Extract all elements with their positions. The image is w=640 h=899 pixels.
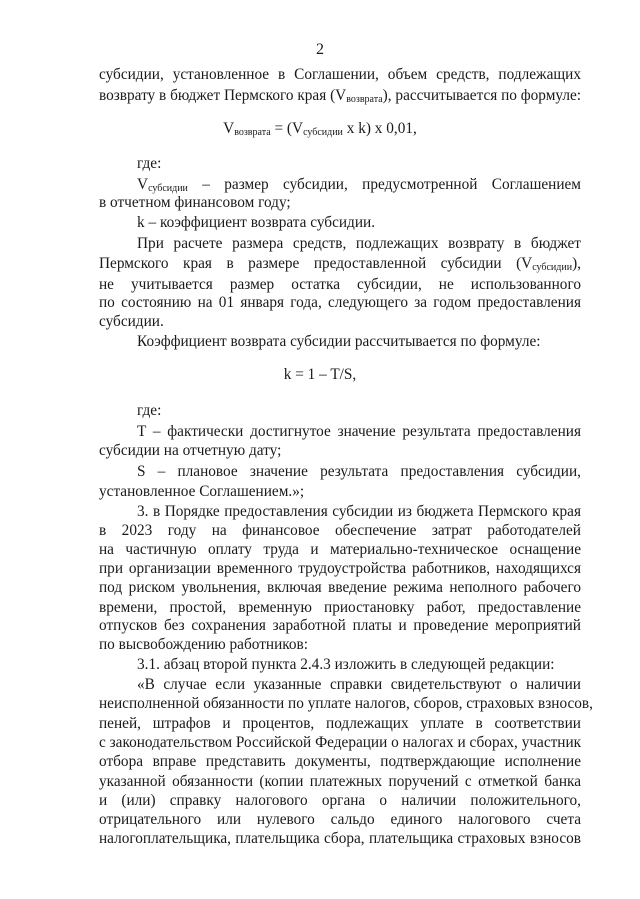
text-run: V xyxy=(223,120,235,137)
text-run: – размер субсидии, предусмотренной Соглашением xyxy=(187,176,581,193)
subscript: субсидии xyxy=(532,262,573,273)
text-line: указанной обязанности (копии платежных поручений с отметкой банка xyxy=(99,773,581,790)
formula-volume-return xyxy=(0,120,640,138)
text-line: под риском увольнения, включая введение режима неполного рабочего xyxy=(99,579,581,596)
definition-line: k – коэффициент возврата субсидии. xyxy=(137,214,376,231)
text-line: «В случае если указанные справки свидетельствуют о наличии xyxy=(137,676,581,693)
text-line: и (или) справку налогового органа о наличии положительного, xyxy=(99,792,581,809)
text-line: времени, простой, временную приостановку работ, предоставление xyxy=(99,599,581,616)
subscript: субсидии xyxy=(303,127,343,138)
text-line xyxy=(99,255,581,273)
text-line: субсидии. xyxy=(99,313,164,330)
page-number: 2 xyxy=(316,41,324,58)
subscript: возврата xyxy=(234,127,271,138)
text-line: по состоянию на 01 января года, следующего за годом предоставления xyxy=(99,294,581,311)
where-label: где: xyxy=(137,155,162,172)
text-run: ), рассчитывается по формуле: xyxy=(382,87,582,104)
text-run: возврату в бюджет Пермского края (V xyxy=(99,87,347,104)
text-line: налогоплательщика, плательщика сбора, плательщика страховых взносов xyxy=(99,830,581,847)
text-line: в 2023 году на финансовое обеспечение затрат работодателей xyxy=(99,522,581,539)
text-line: При расчете размера средств, подлежащих возврату в бюджет xyxy=(137,235,581,252)
text-line: отрицательного или нулевого сальдо единого налогового счета xyxy=(99,811,581,828)
text-run: = (V xyxy=(270,120,304,137)
text-line: субсидии, установленное в Соглашении, объем средств, подлежащих xyxy=(99,66,581,83)
text-line: с законодательством Российской Федерации о налогах и сборах, участник xyxy=(99,734,582,751)
text-run: x k) x 0,01, xyxy=(342,120,417,137)
definition-line: S – плановое значение результата предоставления субсидии, xyxy=(137,463,581,480)
definition-line xyxy=(137,176,581,194)
text-line: 3. в Порядке предоставления субсидии из бюджета Пермского края xyxy=(137,503,581,520)
subscript: возврата xyxy=(346,94,383,105)
text-run: V xyxy=(137,176,149,193)
text-run: ), xyxy=(572,255,581,272)
subscript: субсидии xyxy=(148,183,188,194)
formula-coefficient: k = 1 – T/S, xyxy=(283,366,357,383)
text-line: при организации временного трудоустройства работников, находящихся xyxy=(99,560,581,577)
text-line: 3.1. абзац второй пункта 2.4.3 изложить в следующей редакции: xyxy=(137,656,555,673)
text-run: Пермского края в размере предоставленной субсидии (V xyxy=(99,255,533,272)
text-line: не учитывается размер остатка субсидии, не использованного xyxy=(99,276,581,293)
text-line: отпусков без сохранения заработной платы и проведение мероприятий xyxy=(99,617,581,634)
definition-line: T – фактически достигнутое значение результата предоставления xyxy=(137,423,581,440)
text-line: пеней, штрафов и процентов, подлежащих уплате в соответствии xyxy=(99,715,581,732)
text-line: по высвобождению работников: xyxy=(99,636,309,653)
where-label: где: xyxy=(137,402,162,419)
text-line: Коэффициент возврата субсидии рассчитывается по формуле: xyxy=(137,333,541,350)
text-line: субсидии на отчетную дату; xyxy=(99,442,282,459)
text-line: установленное Соглашением.»; xyxy=(99,483,305,500)
text-line xyxy=(99,87,581,105)
text-line: неисполненной обязанности по уплате налогов, сборов, страховых взносов, xyxy=(99,695,593,712)
text-line: на частичную оплату труда и материально-техническое оснащение xyxy=(99,541,581,558)
text-line: отбора вправе представить документы, подтверждающие исполнение xyxy=(99,753,581,770)
text-line: в отчетном финансовом году; xyxy=(99,194,291,211)
